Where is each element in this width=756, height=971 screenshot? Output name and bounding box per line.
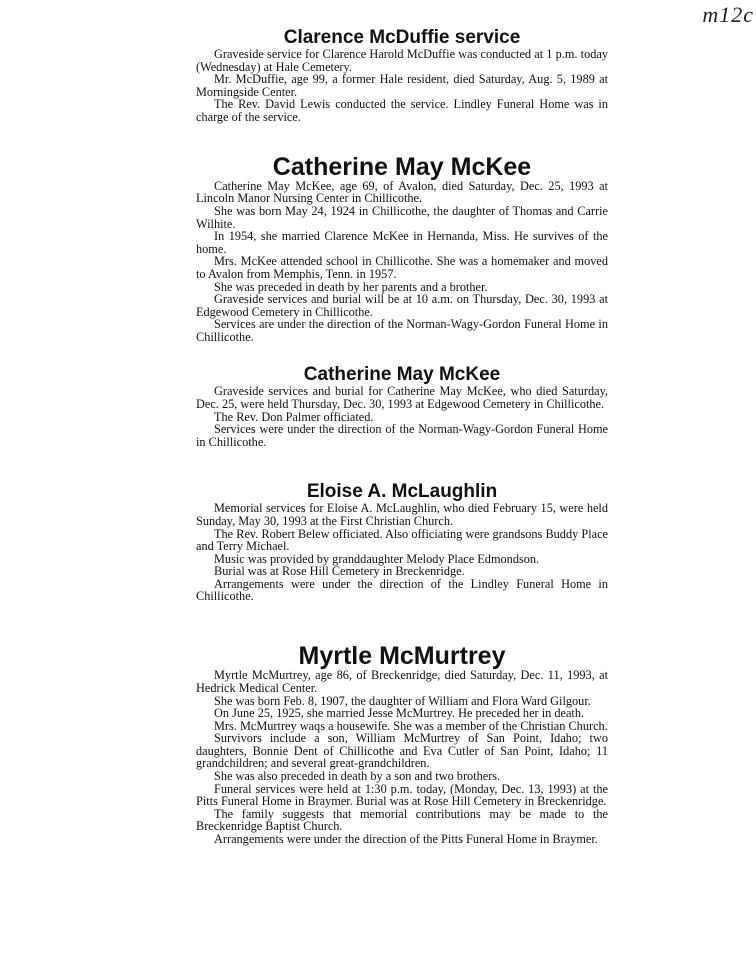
obituary-paragraph: The Rev. Don Palmer officiated.	[214, 409, 374, 424]
obituary-paragraph: Graveside services and burial for Catherine May McKee, who died Saturday, Dec. 25, were held Thursday, Dec. 30, 1993 at Edgewood Cemetery in Chillicothe.	[196, 384, 608, 411]
obituary-clarence-mcduffie	[196, 28, 608, 124]
obituary-myrtle-mcmurtrey	[196, 643, 608, 846]
obituary-paragraph: The Rev. Robert Belew officiated. Also officiating were grandsons Buddy Place and Terry Michael.	[196, 526, 608, 554]
obituary-title: Clarence McDuffie service	[283, 27, 521, 48]
obituary-paragraph: Survivors include a son, William McMurtrey of San Point, Idaho; two daughters, Bonnie Dent of Chillicothe and Eva Cutler of San Point, Idaho; 11 grandchildren; and several great-grandchildren.	[196, 731, 608, 771]
obituary-paragraph: Graveside services and burial will be at 10 a.m. on Thursday, Dec. 30, 1993 at Edgewood Cemetery in Chillicothe.	[196, 292, 608, 319]
obituary-paragraph: Services are under the direction of the Norman-Wagy-Gordon Funeral Home in Chillicothe.	[196, 317, 608, 344]
obituary-paragraph: She was preceded in death by her parents and a brother.	[214, 279, 488, 294]
obituary-paragraph: She was born May 24, 1924 in Chillicothe, the daughter of Thomas and Carrie Wilhite.	[196, 203, 608, 231]
obituary-paragraph: In 1954, she married Clarence McKee in Hernanda, Miss. He survives of the home.	[196, 229, 608, 256]
obituary-paragraph: Mr. McDuffie, age 99, a former Hale resident, died Saturday, Aug. 5, 1989 at Morningside Center.	[196, 72, 608, 99]
obituary-paragraph: Arrangements were under the direction of the Pitts Funeral Home in Braymer.	[214, 832, 598, 847]
obituary-paragraph: Arrangements were under the direction of the Lindley Funeral Home in Chillicothe.	[196, 576, 608, 604]
obituary-paragraph: Graveside service for Clarence Harold McDuffie was conducted at 1 p.m. today (Wednesday) at Hale Cemetery.	[196, 46, 608, 74]
obituary-paragraph: Mrs. McMurtrey waqs a housewife. She was a member of the Christian Church.	[214, 718, 608, 733]
obituary-catherine-mckee	[196, 154, 608, 344]
obituary-paragraph: Services were under the direction of the Norman-Wagy-Gordon Funeral Home in Chillicothe.	[196, 422, 608, 449]
obituary-title: Myrtle McMurtrey	[298, 642, 506, 671]
obituary-title: Eloise A. McLaughlin	[306, 481, 498, 503]
handwritten-page-note: m12c	[702, 2, 754, 27]
obituary-paragraph: Myrtle McMurtrey, age 86, of Breckenridge, died Saturday, Dec. 11, 1993, at Hedrick Medical Center.	[196, 668, 608, 695]
obituary-paragraph: On June 25, 1925, she married Jesse McMurtrey. He preceded her in death.	[214, 706, 585, 721]
obituary-paragraph: She was born Feb. 8, 1907, the daughter of William and Flora Ward Gilgour.	[214, 693, 591, 708]
obituary-paragraph: Music was provided by granddaughter Melody Place Edmondson.	[214, 551, 540, 566]
obituary-paragraph: The Rev. David Lewis conducted the service. Lindley Funeral Home was in charge of the service.	[196, 97, 608, 124]
obituary-paragraph: The family suggests that memorial contributions may be made to the Breckenridge Baptist Church.	[196, 806, 608, 834]
obituary-paragraph: Catherine May McKee, age 69, of Avalon, died Saturday, Dec. 25, 1993 at Lincoln Manor Nursing Center in Chillicothe.	[196, 178, 608, 206]
obituary-column	[196, 28, 608, 846]
obituary-paragraph: Mrs. McKee attended school in Chillicothe. She was a homemaker and moved to Avalon from Memphis, Tenn. in 1957.	[196, 254, 608, 281]
obituary-eloise-mclaughlin	[196, 482, 608, 603]
obituary-title: Catherine May McKee	[303, 364, 501, 386]
obituary-title: Catherine May McKee	[272, 152, 532, 181]
obituary-paragraph: Burial was at Rose Hill Cemetery in Breckenridge.	[214, 564, 465, 579]
obituary-paragraph: She was also preceded in death by a son and two brothers.	[214, 769, 501, 784]
obituary-paragraph: Funeral services were held at 1:30 p.m. today, (Monday, Dec. 13, 1993) at the Pitts Funeral Home in Braymer. Burial was at Rose Hill Cemetery in Breckenridge.	[196, 781, 608, 809]
obituary-paragraph: Memorial services for Eloise A. McLaughlin, who died February 15, were held Sunday, May 30, 1993 at the First Christian Church.	[196, 501, 608, 528]
obituary-catherine-mckee-services	[196, 365, 608, 448]
